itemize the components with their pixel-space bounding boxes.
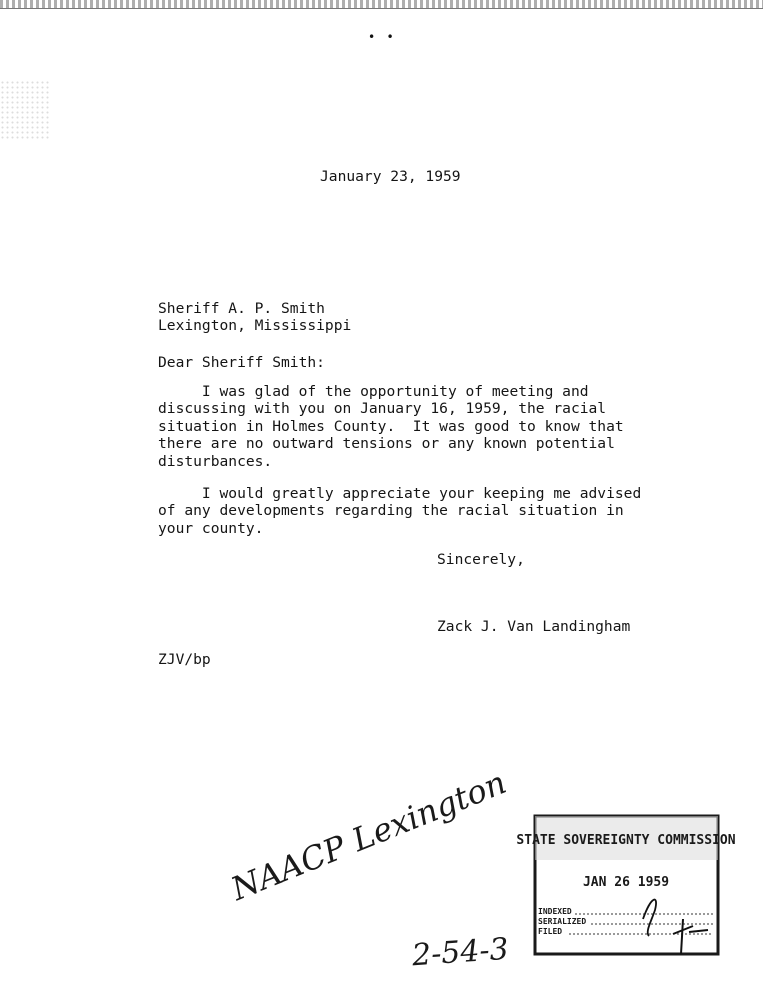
closing: Sincerely, [437,551,525,568]
received-stamp [516,814,736,956]
scan-noise [0,80,50,140]
stamp-title: STATE SOVEREIGNTY COMMISSION [516,833,736,848]
handwritten-note: NAACP Lexington [225,763,512,908]
typist-initials: ZJV/bp [158,651,211,668]
scanned-page-edge [0,0,763,8]
recipient-address [158,300,351,335]
stamp-initials-scribble [643,900,656,936]
recipient-location: Lexington, Mississippi [158,317,352,335]
salutation: Dear Sheriff Smith: [158,354,325,371]
stamp-date: JAN 26 1959 [582,875,670,890]
handwritten-file-number: 2-54-3 [410,931,510,974]
body-paragraph-2: I would greatly appreciate your keeping me advised of any developments regarding the racial situation in your county. [158,485,642,537]
recipient-name: Sheriff A. P. Smith [158,300,325,317]
stamp-field-serialized: SERIALIZED [538,917,587,926]
letter-date: January 23, 1959 [320,168,461,185]
stamp-field-indexed: INDEXED [538,907,572,916]
page-edge-line [0,8,763,9]
signer-name: Zack J. Van Landingham [437,618,631,635]
punch-mark: • • [368,30,396,44]
stamp-field-filed: FILED [538,927,563,936]
stamp-signature-scribble [673,919,708,954]
body-paragraph-1: I was glad of the opportunity of meeting and discussing with you on January 16, 1959, the racial situation in Holmes County. It was good to know that there are no outward tensions or any known potential disturbances. [158,383,624,470]
